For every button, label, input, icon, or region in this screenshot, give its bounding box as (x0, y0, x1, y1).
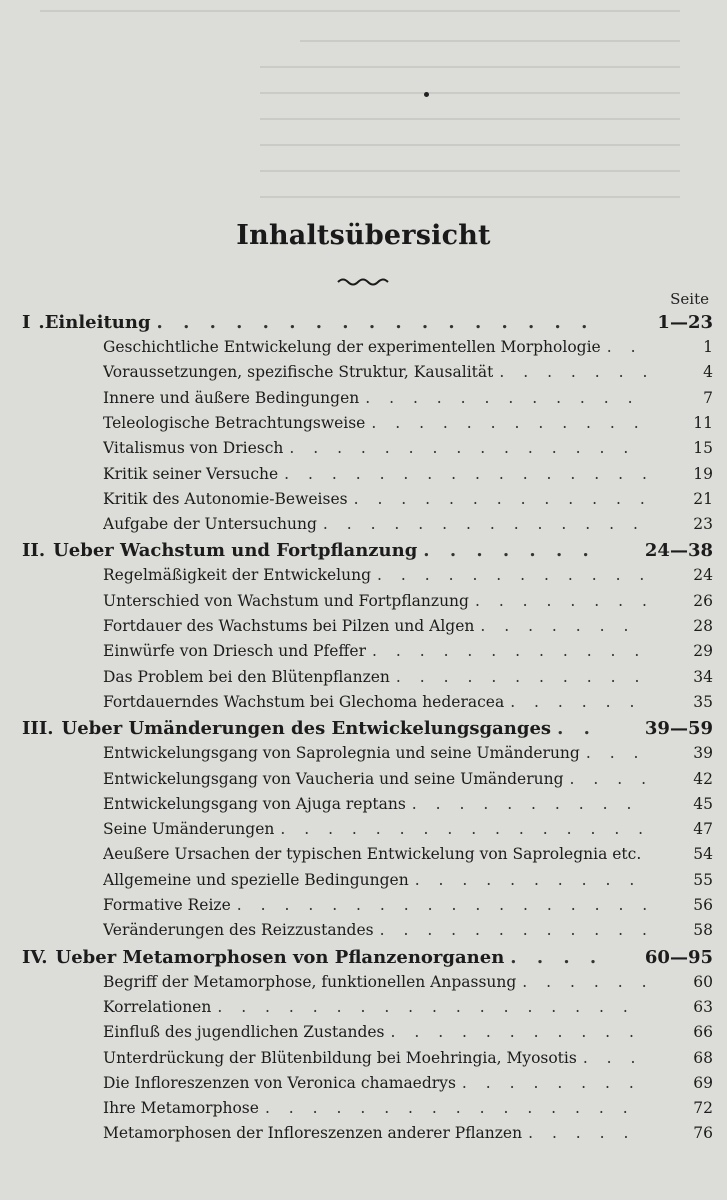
section-title: Formative Reize (103, 896, 231, 914)
leader-dots (480, 617, 647, 635)
section-row (0, 465, 727, 489)
leader-dots (510, 693, 647, 711)
section-title: Entwickelungsgang von Saprolegnia und seine Umänderung (103, 744, 580, 763)
chapter-page-range: 1—23 (657, 312, 713, 333)
section-row (0, 744, 727, 768)
leader-dots (396, 668, 647, 686)
leader-dots (237, 896, 647, 914)
section-page: 63 (693, 997, 713, 1016)
section-row (0, 363, 727, 387)
section-title: Kritik des Autonomie-Beweises (103, 489, 348, 508)
section-page: 76 (693, 1124, 713, 1143)
section-title: Einwürfe von Driesch und Pfeffer (103, 642, 367, 661)
ornament-squiggle (336, 276, 392, 288)
section-title: Geschichtliche Entwickelung der experimentellen Morphologie (103, 338, 601, 356)
section-row (0, 439, 727, 463)
bleed-through-texture (0, 0, 727, 300)
leader-dots (289, 439, 647, 457)
section-page: 21 (693, 489, 713, 508)
chapter-title: Ueber Umänderungen des Entwickelungsganges (61, 718, 552, 740)
leader-dots (391, 1023, 648, 1041)
section-title: Metamorphosen der Infloreszenzen anderer Pflanzen (103, 1124, 523, 1143)
section-page: 4 (703, 363, 713, 382)
section-page: 34 (693, 667, 713, 686)
section-title: Entwickelungsgang von Vaucheria und seine Umänderung (103, 769, 564, 788)
section-row (0, 414, 727, 438)
section-page: 55 (693, 870, 713, 889)
section-row (0, 1023, 727, 1047)
section-row (0, 770, 727, 794)
section-title: Teleologische Betrachtungsweise (103, 413, 366, 432)
leader-dots (217, 998, 647, 1016)
section-title: Aeußere Ursachen der typischen Entwickelung von Saprolegnia etc. (103, 845, 642, 864)
section-page: 47 (693, 820, 713, 839)
section-row (0, 1099, 727, 1123)
chapter-number: I (22, 312, 31, 333)
leader-dots (377, 566, 647, 584)
leader-dots (380, 921, 647, 939)
chapter-page-range: 39—59 (644, 718, 713, 740)
section-page: 1 (703, 338, 713, 356)
section-page: 68 (693, 1048, 713, 1067)
section-row (0, 1074, 727, 1098)
section-row (0, 617, 727, 641)
chapter-row (0, 718, 727, 742)
section-title: Kritik seiner Versuche (103, 464, 279, 483)
leader-dots (583, 1049, 647, 1067)
leader-dots (354, 490, 647, 508)
section-page: 72 (693, 1099, 713, 1118)
ink-dot (424, 92, 429, 97)
section-page: 66 (693, 1023, 713, 1042)
chapter-title: .Einleitung (38, 312, 151, 333)
section-row (0, 668, 727, 692)
section-page: 28 (693, 617, 713, 635)
section-title: Ihre Metamorphose (103, 1099, 259, 1118)
section-page: 29 (693, 642, 713, 661)
section-page: 7 (703, 388, 713, 407)
section-title: Innere und äußere Bedingungen (103, 388, 360, 407)
section-page: 19 (693, 464, 713, 483)
section-page: 42 (693, 769, 713, 788)
leader-dots (323, 515, 647, 533)
leader-dots (522, 973, 647, 991)
section-title: Vitalismus von Driesch (103, 439, 284, 458)
section-row (0, 1124, 727, 1148)
section-row (0, 592, 727, 616)
leader-dots (510, 947, 607, 968)
section-page: 56 (693, 896, 713, 914)
section-row (0, 1049, 727, 1073)
chapter-number: II. (22, 540, 46, 562)
section-row (0, 845, 727, 869)
section-page: 35 (693, 692, 713, 711)
chapter-title: Ueber Wachstum und Fortpflanzung (53, 540, 418, 562)
section-row (0, 693, 727, 717)
page-title: Inhaltsübersicht (236, 220, 491, 251)
section-page: 58 (693, 921, 713, 940)
leader-dots (557, 718, 607, 739)
leader-dots (423, 540, 607, 561)
section-title: Begriff der Metamorphose, funktionellen Anpassung (103, 972, 517, 991)
leader-dots (372, 642, 647, 660)
section-title: Fortdauer des Wachstums bei Pilzen und Algen (103, 617, 475, 635)
leader-dots (570, 770, 647, 788)
section-row (0, 921, 727, 945)
leader-dots (586, 744, 647, 762)
leader-dots (365, 389, 647, 407)
section-title: Voraussetzungen, spezifische Struktur, Kausalität (103, 363, 494, 382)
leader-dots (499, 363, 647, 381)
section-title: Korrelationen (103, 997, 212, 1016)
chapter-row (0, 312, 727, 336)
leader-dots (462, 1074, 647, 1092)
chapter-row (0, 540, 727, 564)
section-title: Das Problem bei den Blütenpflanzen (103, 667, 390, 686)
leader-dots (284, 465, 647, 483)
section-title: Einfluß des jugendlichen Zustandes (103, 1023, 385, 1042)
section-title: Entwickelungsgang von Ajuga reptans (103, 794, 406, 813)
leader-dots (412, 795, 647, 813)
section-page: 39 (693, 744, 713, 763)
leader-dots (528, 1124, 647, 1142)
page-column-header: Seite (670, 290, 709, 308)
section-row (0, 642, 727, 666)
section-page: 45 (693, 794, 713, 813)
section-page: 69 (693, 1073, 713, 1092)
leader-dots (280, 820, 647, 838)
section-page: 15 (693, 439, 713, 458)
chapter-row (0, 947, 727, 971)
leader-dots (607, 338, 647, 356)
section-title: Unterschied von Wachstum und Fortpflanzung (103, 591, 469, 610)
section-title: Die Infloreszenzen von Veronica chamaedrys (103, 1073, 456, 1092)
leader-dots (265, 1099, 647, 1117)
section-row (0, 998, 727, 1022)
chapter-number: III. (22, 718, 54, 740)
section-title: Regelmäßigkeit der Entwickelung (103, 566, 372, 585)
leader-dots (415, 871, 647, 889)
chapter-number: IV. (22, 946, 48, 968)
section-title: Allgemeine und spezielle Bedingungen (103, 870, 409, 889)
section-row (0, 871, 727, 895)
chapter-page-range: 24—38 (644, 540, 713, 562)
section-row (0, 795, 727, 819)
section-row (0, 389, 727, 413)
section-title: Fortdauerndes Wachstum bei Glechoma hederacea (103, 692, 505, 711)
section-row (0, 820, 727, 844)
section-page: 26 (693, 591, 713, 610)
section-title: Seine Umänderungen (103, 820, 275, 839)
leader-dots (371, 414, 647, 432)
section-page: 24 (693, 566, 713, 585)
section-row (0, 490, 727, 514)
chapter-page-range: 60—95 (644, 946, 713, 968)
section-row (0, 973, 727, 997)
section-page: 60 (693, 972, 713, 991)
section-row (0, 338, 727, 362)
section-row (0, 566, 727, 590)
section-row (0, 515, 727, 539)
section-page: 11 (693, 413, 713, 432)
chapter-title: Ueber Metamorphosen von Pflanzenorganen (55, 946, 505, 968)
section-page: 23 (693, 515, 713, 534)
section-title: Veränderungen des Reizzustandes (103, 921, 374, 940)
leader-dots (157, 312, 607, 333)
section-title: Aufgabe der Untersuchung (103, 515, 317, 534)
section-title: Unterdrückung der Blütenbildung bei Moehringia, Myosotis (103, 1048, 577, 1067)
section-row (0, 896, 727, 920)
leader-dots (475, 592, 647, 610)
section-page: 54 (693, 845, 713, 864)
